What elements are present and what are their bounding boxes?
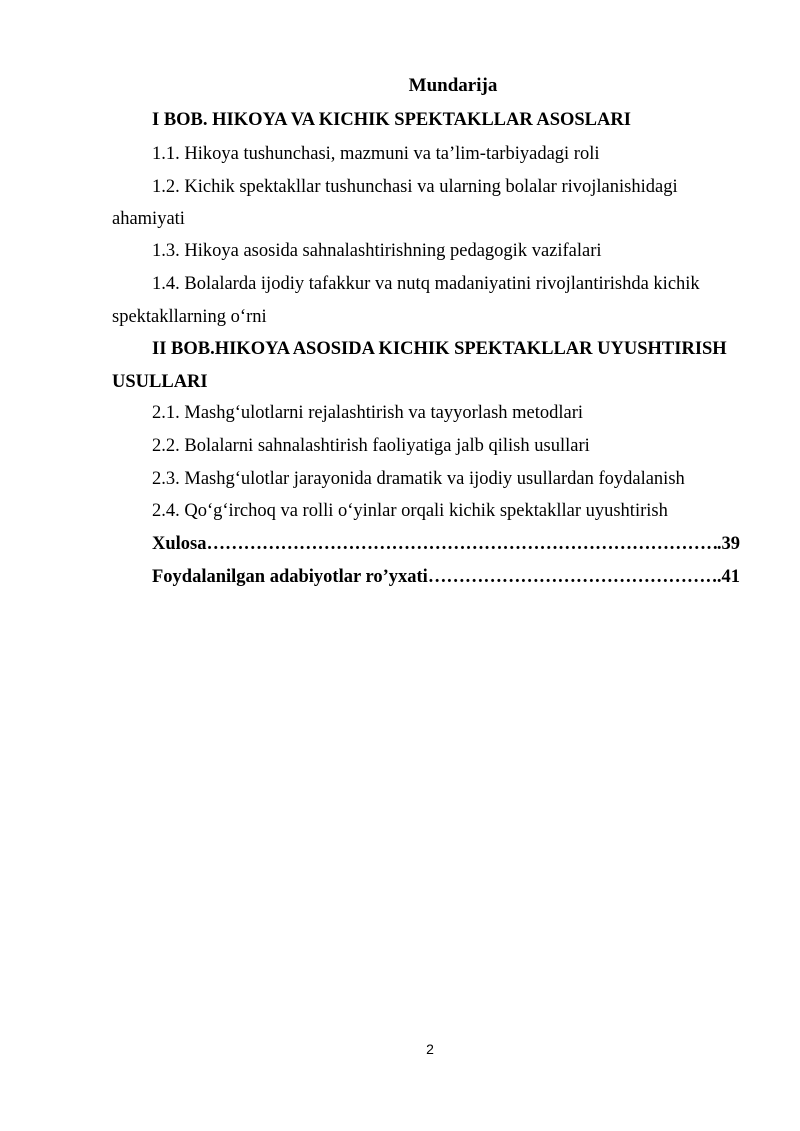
toc-item-1-1: 1.1. Hikoya tushunchasi, mazmuni va ta’lim-tarbiyadagi roli	[152, 144, 600, 164]
page-number: 2	[426, 1041, 434, 1057]
toc-references-label: Foydalanilgan adabiyotlar ro’yxati	[152, 567, 428, 587]
dot-leader	[428, 565, 712, 589]
toc-item-1-3: 1.3. Hikoya asosida sahnalashtirishning pedagogik vazifalari	[152, 241, 602, 261]
toc-title: Mundarija	[408, 75, 498, 96]
chapter1-heading: I BOB. HIKOYA VA KICHIK SPEKTAKLLAR ASOSLARI	[152, 110, 631, 130]
toc-conclusion-label: Xulosa	[152, 534, 207, 554]
toc-item-2-3: 2.3. Mashg‘ulotlar jarayonida dramatik va ijodiy usullardan foydalanish	[152, 469, 685, 489]
toc-conclusion-page: .39	[716, 534, 740, 554]
toc-references-row	[152, 565, 740, 589]
toc-conclusion-row	[152, 532, 740, 556]
chapter2-heading: II BOB.HIKOYA ASOSIDA KICHIK SPEKTAKLLAR UYUSHTIRISH	[152, 339, 727, 359]
toc-item-2-4: 2.4. Qo‘g‘irchoq va rolli o‘yinlar orqali kichik spektakllar uyushtirish	[152, 501, 668, 521]
toc-item-1-2: 1.2. Kichik spektakllar tushunchasi va ularning bolalar rivojlanishidagi	[152, 177, 678, 197]
chapter2-heading-continuation: USULLARI	[112, 372, 208, 392]
toc-item-2-1: 2.1. Mashg‘ulotlarni rejalashtirish va tayyorlash metodlari	[152, 403, 584, 423]
toc-item-1-4-continuation: spektakllarning o‘rni	[112, 307, 267, 327]
toc-item-1-4: 1.4. Bolalarda ijodiy tafakkur va nutq madaniyatini rivojlantirishda kichik	[152, 274, 700, 294]
toc-references-page: ..41	[712, 567, 740, 587]
dot-leader	[207, 532, 717, 556]
toc-item-1-2-continuation: ahamiyati	[112, 209, 185, 229]
toc-item-2-2: 2.2. Bolalarni sahnalashtirish faoliyatiga jalb qilish usullari	[152, 436, 590, 456]
